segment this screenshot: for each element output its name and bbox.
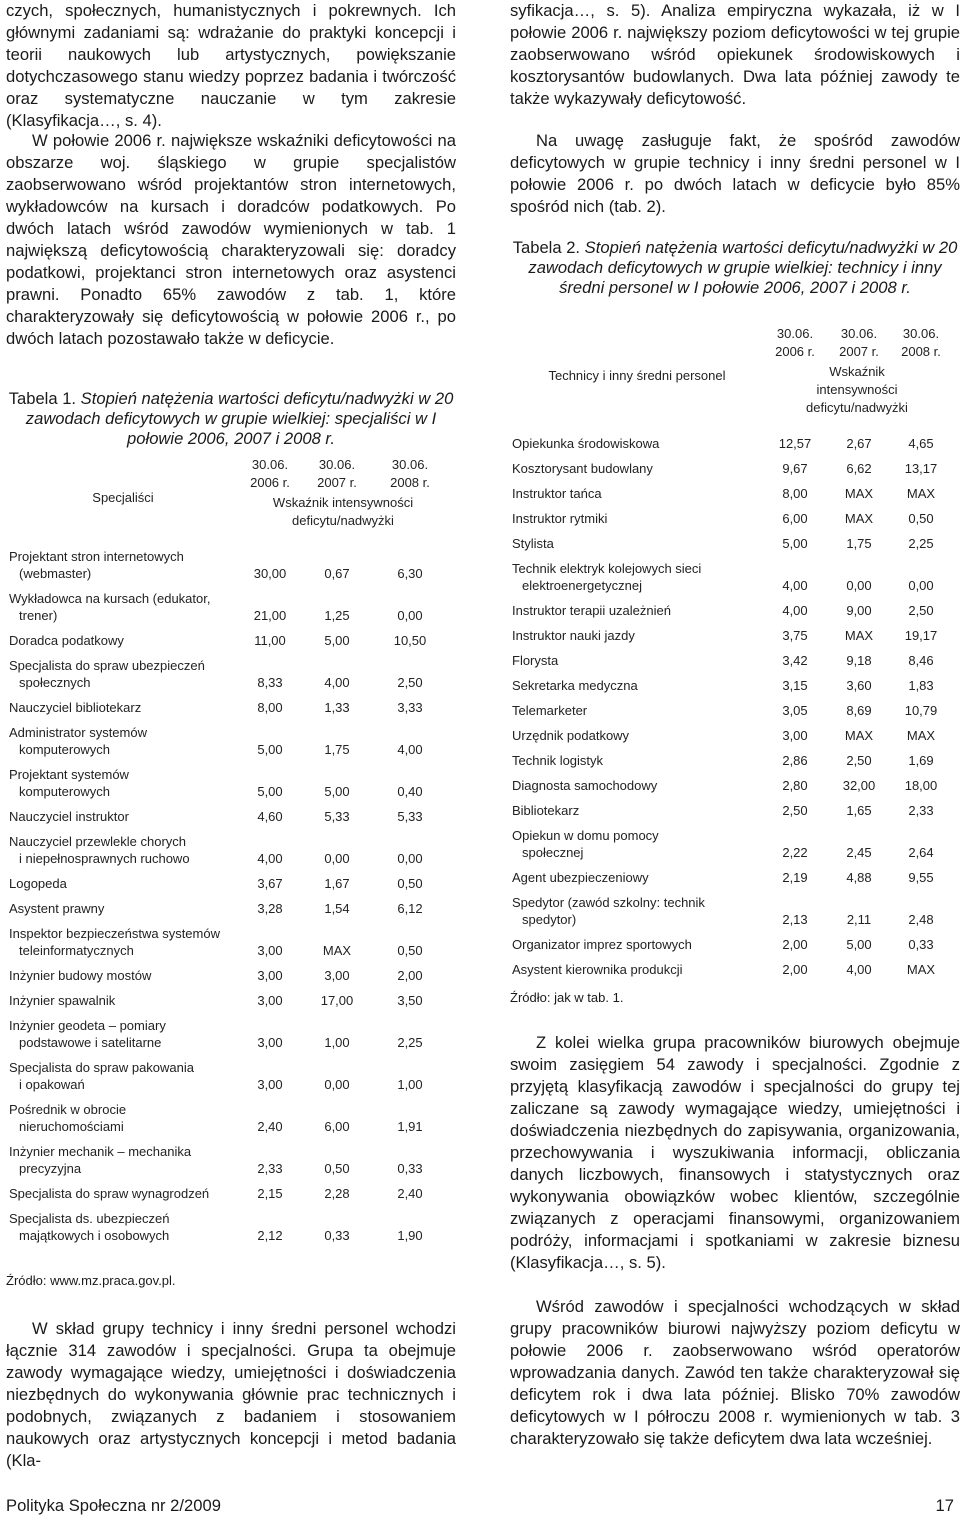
row-label-line: Florysta: [512, 653, 559, 668]
value-cell: 6,12: [397, 901, 423, 916]
value-cell: 0,67: [324, 566, 350, 581]
paragraph: czych, społecznych, humanistycznych i pokrewnych. Ich głównymi zadaniami są: wdrażanie do praktyki koncepcji i teorii naukowych lub artystycznych, powiększanie dotychczasowego stanu wiedzy poprzez badania i twórczość oraz systematyczne nauczanie w tym zakresie (Klasyfikacja…, s. 4).: [6, 1, 456, 130]
table-row: [512, 769, 952, 794]
value-cell: 4,00: [257, 851, 283, 866]
table-row: [512, 819, 952, 861]
value-cell: 0,00: [397, 851, 423, 866]
row-label-line: i opakowań: [19, 1077, 85, 1092]
table-source: Źródło: jak w tab. 1.: [510, 990, 624, 1005]
value-cell: 5,00: [324, 784, 350, 799]
value-cell: MAX: [844, 486, 874, 501]
table-row: [9, 959, 449, 984]
value-cell: 1,69: [908, 753, 934, 768]
value-cell: 2,19: [782, 870, 808, 885]
row-label-line: Projektant stron internetowych: [9, 549, 184, 564]
value-cell: 2,80: [782, 778, 808, 793]
row-label-line: Opiekun w domu pomocy: [512, 828, 659, 843]
row-label: [9, 959, 237, 984]
value-cell: 2,50: [782, 803, 808, 818]
value-cell: 0,00: [397, 608, 423, 623]
row-label: [512, 953, 762, 978]
value-cell: 18,00: [904, 778, 938, 793]
value-cell: 2,67: [846, 436, 872, 451]
value-cell: 8,00: [782, 486, 808, 501]
value-cell: 5,00: [846, 937, 872, 952]
row-label-line: (webmaster): [19, 566, 92, 581]
value-cell: 1,91: [397, 1119, 423, 1134]
row-label-line: Specjalista do spraw wynagrodzeń: [9, 1186, 210, 1201]
value-cell: 9,55: [908, 870, 934, 885]
table-row: [512, 427, 952, 452]
value-cell: 4,00: [846, 962, 872, 977]
row-label: [9, 624, 237, 649]
value-cell: 1,00: [324, 1035, 350, 1050]
value-cell: 0,33: [397, 1161, 423, 1176]
value-cell: 4,88: [846, 870, 872, 885]
value-cell: 4,60: [257, 809, 283, 824]
row-label-line: Asystent prawny: [9, 901, 105, 916]
value-cell: 3,00: [782, 728, 808, 743]
table-row: [9, 691, 449, 716]
row-label: [9, 716, 237, 758]
row-label-line: Nauczyciel bibliotekarz: [9, 700, 142, 715]
table-caption: [6, 389, 456, 449]
row-label: [9, 540, 237, 582]
row-label-line: Agent ubezpieczeniowy: [512, 870, 649, 885]
value-cell: 10,50: [393, 633, 427, 648]
value-cell: 2,00: [782, 962, 808, 977]
value-cell: 2,12: [257, 1228, 283, 1243]
row-label: [9, 582, 237, 624]
table-caption: [510, 238, 960, 298]
row-label: [512, 861, 762, 886]
row-label: [512, 594, 762, 619]
value-cell: MAX: [906, 728, 936, 743]
table-row: [512, 669, 952, 694]
table-title: Stopień natężenia wartości deficytu/nadwyżki w 20 zawodach deficytowych w grupie wielkiej: specjaliści w I połowie 2006, 2007 i 2008 r.: [25, 389, 454, 448]
value-cell: 3,00: [257, 1035, 283, 1050]
value-cell: 2,22: [782, 845, 808, 860]
value-cell: 9,18: [846, 653, 872, 668]
row-label: [9, 1202, 237, 1244]
row-label: [512, 694, 762, 719]
table-row: [512, 886, 952, 928]
row-label-line: Doradca podatkowy: [9, 633, 124, 648]
table-label: Tabela 1.: [8, 389, 77, 408]
value-cell: 19,17: [904, 628, 938, 643]
paragraph: Wśród zawodów i specjalności wchodzących w skład grupy pracowników biurowi najwyższy poziom deficytu w połowie 2006 r. zaobserwowano wśród operatorów wprowadzania danych. Zawód ten także charakteryzował się deficytem rok i dwa lata później. Blisko 70% zawodów deficytowych w I półroczu 2008 r. wymienionych w tab. 3 charakteryzowało się także deficytem dwa lata wcześniej.: [510, 1297, 960, 1448]
column-header: Technicy i inny średni personel: [548, 368, 726, 383]
table-row: [512, 861, 952, 886]
value-cell: 3,00: [257, 968, 283, 983]
table-row: [512, 644, 952, 669]
value-cell: 3,75: [782, 628, 808, 643]
value-cell: 5,00: [782, 536, 808, 551]
table-row: [9, 1135, 449, 1177]
row-label-line: elektroenergetycznej: [522, 578, 642, 593]
value-cell: MAX: [906, 486, 936, 501]
value-cell: 1,75: [846, 536, 872, 551]
value-cell: 1,00: [397, 1077, 423, 1092]
row-label-line: Asystent kierownika produkcji: [512, 962, 683, 977]
row-label-line: Inżynier budowy mostów: [9, 968, 152, 983]
value-cell: 6,62: [846, 461, 872, 476]
value-cell: 0,33: [324, 1228, 350, 1243]
value-cell: MAX: [844, 511, 874, 526]
value-cell: 3,67: [257, 876, 283, 891]
value-cell: 2,48: [908, 912, 934, 927]
value-cell: 5,33: [324, 809, 350, 824]
table-row: [9, 800, 449, 825]
value-cell: 3,00: [257, 993, 283, 1008]
value-cell: 3,50: [397, 993, 423, 1008]
value-cell: 2,33: [257, 1161, 283, 1176]
value-cell: 2,64: [908, 845, 934, 860]
row-label-line: Inżynier mechanik – mechanika: [9, 1144, 192, 1159]
table-row: [512, 594, 952, 619]
row-label-line: Urzędnik podatkowy: [512, 728, 630, 743]
table-row: [9, 1009, 449, 1051]
value-cell: 5,00: [257, 784, 283, 799]
year-header: 30.06. 2007 r.: [839, 326, 879, 359]
row-label: [9, 800, 237, 825]
value-cell: 2,25: [908, 536, 934, 551]
row-label-line: Telemarketer: [512, 703, 588, 718]
row-label-line: Opiekunka środowiskowa: [512, 436, 660, 451]
row-label: [512, 502, 762, 527]
row-label: [512, 477, 762, 502]
value-cell: 4,00: [324, 675, 350, 690]
value-cell: 2,00: [782, 937, 808, 952]
value-cell: 0,50: [908, 511, 934, 526]
value-cell: 0,00: [324, 851, 350, 866]
row-label-line: precyzyjna: [19, 1161, 82, 1176]
row-label: [512, 644, 762, 669]
value-cell: 11,00: [254, 633, 286, 648]
row-label: [9, 1093, 237, 1135]
table-row: [512, 502, 952, 527]
value-cell: 2,15: [257, 1186, 283, 1201]
indicator-subheader: Wskaźnik intensywności deficytu/nadwyżki: [806, 364, 908, 415]
table-row: [512, 619, 952, 644]
table-row: [9, 917, 449, 959]
value-cell: 3,00: [324, 968, 350, 983]
row-label-line: Stylista: [512, 536, 554, 551]
row-label: [9, 691, 237, 716]
row-label-line: Nauczyciel przewlekle chorych: [9, 834, 187, 849]
row-label-line: komputerowych: [19, 784, 111, 799]
row-label: [512, 527, 762, 552]
row-label: [9, 984, 237, 1009]
row-label-line: Inżynier geodeta – pomiary: [9, 1018, 166, 1033]
row-label: [512, 719, 762, 744]
table-row: [9, 1177, 449, 1202]
value-cell: 8,69: [846, 703, 872, 718]
row-label: [9, 1009, 237, 1051]
value-cell: 2,28: [324, 1186, 350, 1201]
row-label-line: Pośrednik w obrocie: [9, 1102, 127, 1117]
value-cell: 2,13: [782, 912, 808, 927]
value-cell: 3,00: [257, 1077, 283, 1092]
row-label-line: i niepełnosprawnych ruchowo: [19, 851, 190, 866]
row-label-line: Instruktor rytmiki: [512, 511, 608, 526]
value-cell: 1,90: [397, 1228, 423, 1243]
table-row: [9, 825, 449, 867]
value-cell: 17,00: [320, 993, 354, 1008]
row-label-line: nieruchomościami: [19, 1119, 124, 1134]
value-cell: 2,86: [782, 753, 808, 768]
table-row: [512, 744, 952, 769]
value-cell: 3,15: [782, 678, 808, 693]
value-cell: 10,79: [904, 703, 938, 718]
row-label-line: Inżynier spawalnik: [9, 993, 116, 1008]
row-label-line: Spedytor (zawód szkolny: technik: [512, 895, 705, 910]
value-cell: 0,33: [908, 937, 934, 952]
paragraph: Z kolei wielka grupa pracowników biurowych obejmuje swoim zasięgiem 54 zawody i specjalności. Zgodnie z przyjętą klasyfikacją zawodów i specjalności do grupy tej zaliczane są zawody wymagające wiedzy, umiejętności i doświadczenia niezbędnych do zapisywania, organizowania, przechowywania i wyszukiwania informacji, obliczania danych liczbowych, finansowych i statystycznych oraz wykonywania obowiązków wobec klientów, szczególnie związanych z operacjami finansowymi, organizowaniem podróży, informacjami i spotkaniami w zakresie biznesu (Klasyfikacja…, s. 5).: [510, 1033, 960, 1272]
row-label-line: Instruktor terapii uzależnień: [512, 603, 671, 618]
row-label: [512, 819, 762, 861]
value-cell: 6,30: [397, 566, 423, 581]
value-cell: 2,40: [397, 1186, 423, 1201]
value-cell: 0,00: [846, 578, 872, 593]
value-cell: 1,83: [908, 678, 934, 693]
row-label-line: społecznych: [19, 675, 91, 690]
value-cell: 4,00: [782, 578, 808, 593]
value-cell: 2,40: [257, 1119, 283, 1134]
paragraph: W skład grupy technicy i inny średni personel wchodzi łącznie 314 zawodów i specjalności. Grupa ta obejmuje zawody wymagające wiedzy, umiejętności i doświadczenia niezbędnych do wykonywania głównie prac technicznych i podobnych, związanych z badaniem i stosowaniem naukowych oraz artystycznych koncepcji i metod badania (Kla-: [6, 1319, 456, 1470]
value-cell: MAX: [322, 943, 352, 958]
value-cell: 3,05: [782, 703, 808, 718]
year-header: 30.06. 2006 r.: [250, 457, 290, 490]
row-label-line: Inspektor bezpieczeństwa systemów: [9, 926, 220, 941]
row-label: [512, 794, 762, 819]
row-label: [512, 552, 762, 594]
value-cell: 9,67: [782, 461, 808, 476]
row-label: [512, 769, 762, 794]
indicator-subheader: Wskaźnik intensywności deficytu/nadwyżki: [272, 495, 414, 528]
table-row: [512, 794, 952, 819]
row-label-line: Instruktor tańca: [512, 486, 602, 501]
table-row: [9, 892, 449, 917]
value-cell: 6,00: [782, 511, 808, 526]
table-row: [9, 984, 449, 1009]
value-cell: 0,00: [324, 1077, 350, 1092]
row-label: [512, 928, 762, 953]
paragraph: W połowie 2006 r. największe wskaźniki deficytowości na obszarze woj. śląskiego w grupie specjalistów zaobserwowano wśród projektantów stron internetowych, wykładowców na kursach i doradców podatkowych. Po dwóch latach wśród zawodów wymienionych w tab. 1 największą deficytowością charakteryzowali się: doradcy podatkowi, projektanci stron internetowych oraz asystenci prawni. Ponadto 65% zawodów z tab. 1, które charakteryzowały się deficytowością w połowie 2006 r., po dwóch latach pozostawało także w deficycie.: [6, 131, 456, 348]
row-label-line: społecznej: [522, 845, 584, 860]
paragraph: Na uwagę zasługuje fakt, że spośród zawodów deficytowych w grupie technicy i inny średni personel w I połowie 2006 r. po dwóch latach w deficycie było 85% spośród nich (tab. 2).: [510, 131, 960, 216]
row-label-line: Administrator systemów: [9, 725, 147, 740]
value-cell: 5,00: [257, 742, 283, 757]
value-cell: 8,33: [257, 675, 283, 690]
row-label-line: Specjalista do spraw ubezpieczeń: [9, 658, 205, 673]
table-row: [9, 649, 449, 691]
table-title: Stopień natężenia wartości deficytu/nadwyżki w 20 zawodach deficytowych w grupie wielkiej: technicy i inny średni personel w I połowie 2006, 2007 i 2008 r.: [528, 238, 958, 297]
table-header-row: [9, 456, 449, 492]
row-label: [512, 886, 762, 928]
row-label: [512, 669, 762, 694]
row-label: [9, 892, 237, 917]
row-label: [9, 825, 237, 867]
value-cell: 2,25: [397, 1035, 423, 1050]
row-label: [9, 649, 237, 691]
value-cell: 4,00: [397, 742, 423, 757]
table-row: [9, 758, 449, 800]
year-header: 30.06. 2008 r.: [901, 326, 941, 359]
value-cell: 2,45: [846, 845, 872, 860]
row-label: [9, 1051, 237, 1093]
value-cell: 3,28: [257, 901, 283, 916]
value-cell: 0,50: [397, 943, 423, 958]
year-header: 30.06. 2008 r.: [390, 457, 430, 490]
value-cell: MAX: [906, 962, 936, 977]
value-cell: 32,00: [842, 778, 876, 793]
table-header-row: [512, 325, 952, 361]
row-label-line: Projektant systemów: [9, 767, 129, 782]
row-label-line: Sekretarka medyczna: [512, 678, 638, 693]
value-cell: 1,75: [324, 742, 350, 757]
value-cell: 6,00: [324, 1119, 350, 1134]
column-header: Specjaliści: [92, 490, 154, 505]
value-cell: 8,46: [908, 653, 934, 668]
value-cell: 3,33: [397, 700, 423, 715]
value-cell: 2,50: [846, 753, 872, 768]
footer-journal: Polityka Społeczna nr 2/2009: [6, 1496, 221, 1515]
value-cell: 4,00: [782, 603, 808, 618]
value-cell: 3,60: [846, 678, 872, 693]
row-label-line: Specjalista ds. ubezpieczeń: [9, 1211, 170, 1226]
row-label-line: Organizator imprez sportowych: [512, 937, 692, 952]
row-label-line: Nauczyciel instruktor: [9, 809, 129, 824]
row-label: [9, 917, 237, 959]
row-label-line: majątkowych i osobowych: [19, 1228, 170, 1243]
row-label-line: spedytor): [522, 912, 577, 927]
year-header: 30.06. 2006 r.: [775, 326, 815, 359]
table-row: [9, 716, 449, 758]
table-technicians: [512, 325, 952, 978]
table-row: [9, 1051, 449, 1093]
row-label-line: Kosztorysant budowlany: [512, 461, 653, 476]
table-row: [9, 624, 449, 649]
table-row: [9, 540, 449, 582]
table-row: [9, 1093, 449, 1135]
value-cell: MAX: [844, 728, 874, 743]
table-row: [512, 477, 952, 502]
row-label-line: teleinformatycznych: [19, 943, 134, 958]
row-label-line: podstawowe i satelitarne: [19, 1035, 162, 1050]
value-cell: 2,00: [397, 968, 423, 983]
page-number: 17: [935, 1496, 954, 1515]
table-specialists: [9, 456, 449, 1244]
value-cell: 21,00: [253, 608, 287, 623]
row-label: [9, 758, 237, 800]
value-cell: 2,50: [397, 675, 423, 690]
paragraph: syfikacja…, s. 5). Analiza empiryczna wykazała, iż w I połowie 2006 r. największy poziom deficytowości w tej grupie zaobserwowano wśród opiekunek środowiskowych i kosztorysantów budowlanych. Dwa lata później zawody te także wykazywały deficytowość.: [510, 1, 960, 108]
row-label-line: Specjalista do spraw pakowania: [9, 1060, 194, 1075]
value-cell: 0,00: [908, 578, 934, 593]
value-cell: 1,67: [324, 876, 350, 891]
table-row: [9, 582, 449, 624]
value-cell: 12,57: [778, 436, 812, 451]
value-cell: 4,65: [908, 436, 934, 451]
value-cell: 1,33: [324, 700, 350, 715]
table-row: [512, 452, 952, 477]
value-cell: 0,40: [397, 784, 423, 799]
row-label-line: Technik logistyk: [512, 753, 604, 768]
row-label-line: Logopeda: [9, 876, 67, 891]
value-cell: 0,50: [324, 1161, 350, 1176]
value-cell: 1,65: [846, 803, 872, 818]
value-cell: 3,42: [782, 653, 808, 668]
table-row: [9, 1202, 449, 1244]
row-label-line: Instruktor nauki jazdy: [512, 628, 635, 643]
value-cell: 2,11: [846, 912, 872, 927]
value-cell: 0,50: [397, 876, 423, 891]
value-cell: 2,50: [908, 603, 934, 618]
value-cell: MAX: [844, 628, 874, 643]
row-label: [9, 1135, 237, 1177]
value-cell: 3,00: [257, 943, 283, 958]
table-row: [9, 867, 449, 892]
value-cell: 2,33: [908, 803, 934, 818]
table-row: [512, 694, 952, 719]
row-label-line: Wykładowca na kursach (edukator,: [9, 591, 211, 606]
row-label: [512, 744, 762, 769]
table-label: Tabela 2.: [512, 238, 581, 257]
row-label: [512, 619, 762, 644]
value-cell: 1,25: [324, 608, 350, 623]
row-label-line: Diagnosta samochodowy: [512, 778, 658, 793]
table-source: Źródło: www.mz.praca.gov.pl.: [6, 1273, 176, 1288]
row-label-line: komputerowych: [19, 742, 111, 757]
row-label: [9, 867, 237, 892]
value-cell: 9,00: [846, 603, 872, 618]
value-cell: 8,00: [257, 700, 283, 715]
row-label: [9, 1177, 237, 1202]
value-cell: 5,00: [324, 633, 350, 648]
table-row: [512, 527, 952, 552]
row-label: [512, 452, 762, 477]
table-row: [512, 928, 952, 953]
table-row: [512, 953, 952, 978]
value-cell: 30,00: [253, 566, 287, 581]
row-label: [512, 427, 762, 452]
value-cell: 13,17: [904, 461, 938, 476]
row-label-line: trener): [19, 608, 58, 623]
table-row: [512, 719, 952, 744]
table-row: [512, 552, 952, 594]
value-cell: 5,33: [397, 809, 423, 824]
row-label-line: Technik elektryk kolejowych sieci: [512, 561, 702, 576]
year-header: 30.06. 2007 r.: [317, 457, 357, 490]
row-label-line: Bibliotekarz: [512, 803, 580, 818]
value-cell: 1,54: [324, 901, 350, 916]
